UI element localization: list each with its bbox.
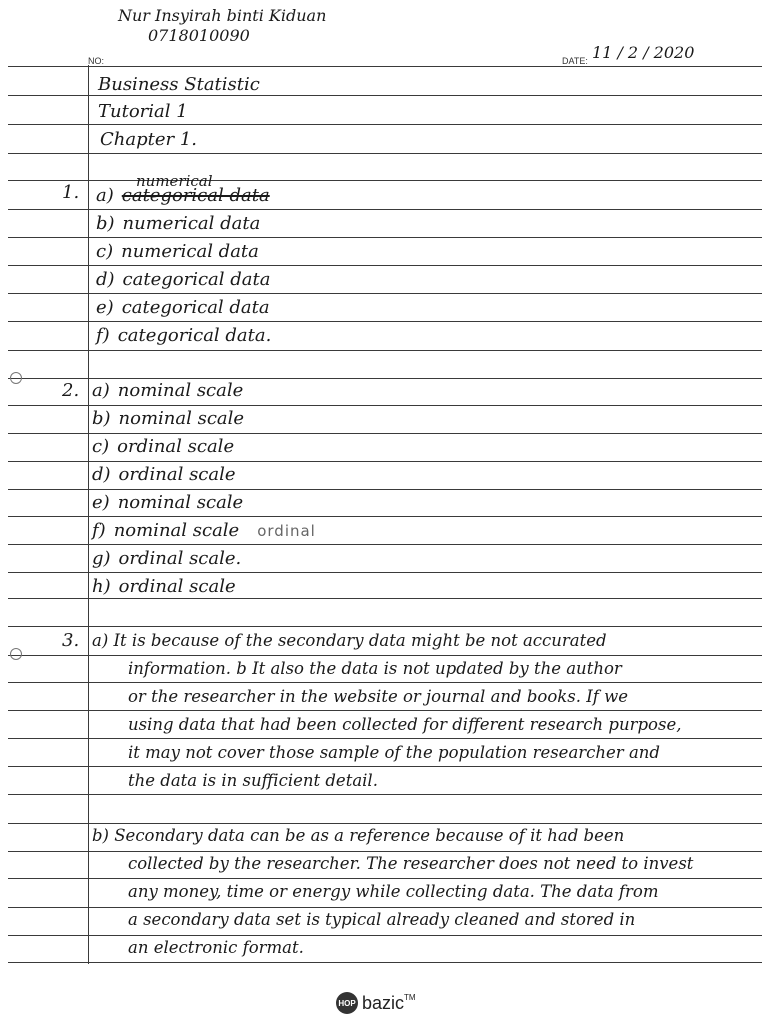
- answer-line: using data that had been collected for different research purpose,: [128, 715, 682, 734]
- date-value: 11 / 2 / 2020: [592, 43, 695, 62]
- answer-item: [96, 269, 270, 291]
- margin-line: [88, 65, 89, 964]
- ruled-line: [8, 124, 762, 125]
- answer-text: categorical data.: [117, 325, 272, 346]
- answer-text: nominal scale: [118, 408, 245, 429]
- ruled-line: [8, 766, 762, 767]
- answer-line: b) Secondary data can be as a reference because of it had been: [92, 826, 625, 845]
- answer-item: [96, 325, 271, 347]
- ruled-line: [8, 153, 762, 154]
- answer-item: [92, 520, 316, 542]
- answer-item: [96, 297, 270, 319]
- answer-line: information. b It also the data is not updated by the author: [128, 659, 622, 678]
- ruled-line: [8, 572, 762, 573]
- answer-item: [92, 576, 236, 598]
- answer-letter: d): [92, 464, 111, 485]
- pencil-note: ordinal: [257, 522, 316, 540]
- answer-item: [92, 464, 236, 486]
- ruled-line: [8, 237, 762, 238]
- ruled-line: [8, 433, 762, 434]
- q3-number: 3.: [62, 630, 80, 651]
- answer-text: categorical data: [122, 269, 271, 290]
- chapter-title: Chapter 1.: [100, 129, 198, 150]
- answer-letter: f): [96, 325, 110, 346]
- answer-text: nominal scale: [117, 380, 244, 401]
- ruled-line: [8, 907, 762, 908]
- answer-letter: d): [96, 269, 115, 290]
- q1-number: 1.: [62, 182, 80, 203]
- answer-line: any money, time or energy while collecting data. The data from: [128, 882, 659, 901]
- no-label: NO:: [88, 56, 105, 66]
- answer-letter: b): [96, 213, 115, 234]
- answer-text: ordinal scale: [117, 436, 235, 457]
- ruled-line: [8, 489, 762, 490]
- brand-name: bazic™: [362, 992, 416, 1013]
- ruled-line: [8, 321, 762, 322]
- answer-line: or the researcher in the website or journal and books. If we: [128, 687, 628, 706]
- answer-letter: h): [92, 576, 111, 597]
- course-title: Business Statistic: [98, 74, 260, 95]
- answer-letter: e): [96, 297, 114, 318]
- ruled-line: [8, 516, 762, 517]
- answer-line: the data is in sufficient detail.: [128, 771, 378, 790]
- student-id: 0718010090: [148, 26, 250, 45]
- ruled-line: [8, 350, 762, 351]
- tutorial-title: Tutorial 1: [98, 101, 188, 122]
- ruled-line: [8, 935, 762, 936]
- answer-letter: a): [92, 380, 110, 401]
- ruled-line: [8, 626, 762, 627]
- answer-letter: c): [96, 241, 114, 262]
- logo-mark: HOP: [336, 992, 358, 1014]
- ruled-line: [8, 293, 762, 294]
- answer-text: nominal scale: [113, 520, 240, 541]
- ruled-line: [8, 66, 762, 67]
- answer-letter: e): [92, 492, 110, 513]
- ruled-line: [8, 209, 762, 210]
- ruled-line: [8, 823, 762, 824]
- answer-letter: b): [92, 408, 111, 429]
- answer-letter: f): [92, 520, 106, 541]
- ruled-line: [8, 265, 762, 266]
- answer-item: [92, 408, 244, 430]
- answer-line: an electronic format.: [128, 938, 304, 957]
- ruled-line: [8, 180, 762, 181]
- ruled-line: [8, 598, 762, 599]
- ruled-line: [8, 461, 762, 462]
- answer-item: [92, 436, 234, 458]
- answer-letter: c): [92, 436, 110, 457]
- answer-line: a secondary data set is typical already cleaned and stored in: [128, 910, 636, 929]
- answer-text: numerical data: [122, 213, 261, 234]
- answer-text: ordinal scale: [118, 464, 236, 485]
- answer-item: [96, 241, 259, 263]
- answer-item: [96, 213, 260, 235]
- answer-line: collected by the researcher. The researcher does not need to invest: [128, 854, 694, 873]
- answer-text: numerical data: [121, 241, 259, 262]
- answer-letter: a): [96, 185, 114, 206]
- ruled-line: [8, 878, 762, 879]
- ruled-line: [8, 544, 762, 545]
- ruled-line: [8, 378, 762, 379]
- binder-ring: [10, 648, 22, 660]
- answer-line: a) It is because of the secondary data might be not accurated: [92, 631, 607, 650]
- ruled-line: [8, 962, 762, 963]
- student-name: Nur Insyirah binti Kiduan: [118, 6, 327, 25]
- ruled-line: [8, 794, 762, 795]
- ruled-line: [8, 682, 762, 683]
- answer-text: categorical data: [121, 297, 270, 318]
- answer-letter: g): [92, 548, 111, 569]
- ruled-line: [8, 851, 762, 852]
- ruled-line: [8, 738, 762, 739]
- binder-ring: [10, 372, 22, 384]
- answer-item: [92, 548, 241, 570]
- q1-correction: numerical: [136, 172, 213, 190]
- date-label: DATE:: [562, 56, 588, 66]
- answer-line: it may not cover those sample of the population researcher and: [128, 743, 660, 762]
- answer-text: ordinal scale: [118, 576, 236, 597]
- answer-item: [92, 380, 243, 402]
- ruled-line: [8, 710, 762, 711]
- answer-item: [92, 492, 243, 514]
- answer-text: nominal scale: [117, 492, 244, 513]
- answer-item: [96, 185, 270, 207]
- answer-text: categorical data: [121, 185, 270, 206]
- ruled-line: [8, 405, 762, 406]
- answer-text: ordinal scale.: [118, 548, 242, 569]
- q2-number: 2.: [62, 380, 80, 401]
- ruled-line: [8, 655, 762, 656]
- brand-logo: [336, 992, 416, 1014]
